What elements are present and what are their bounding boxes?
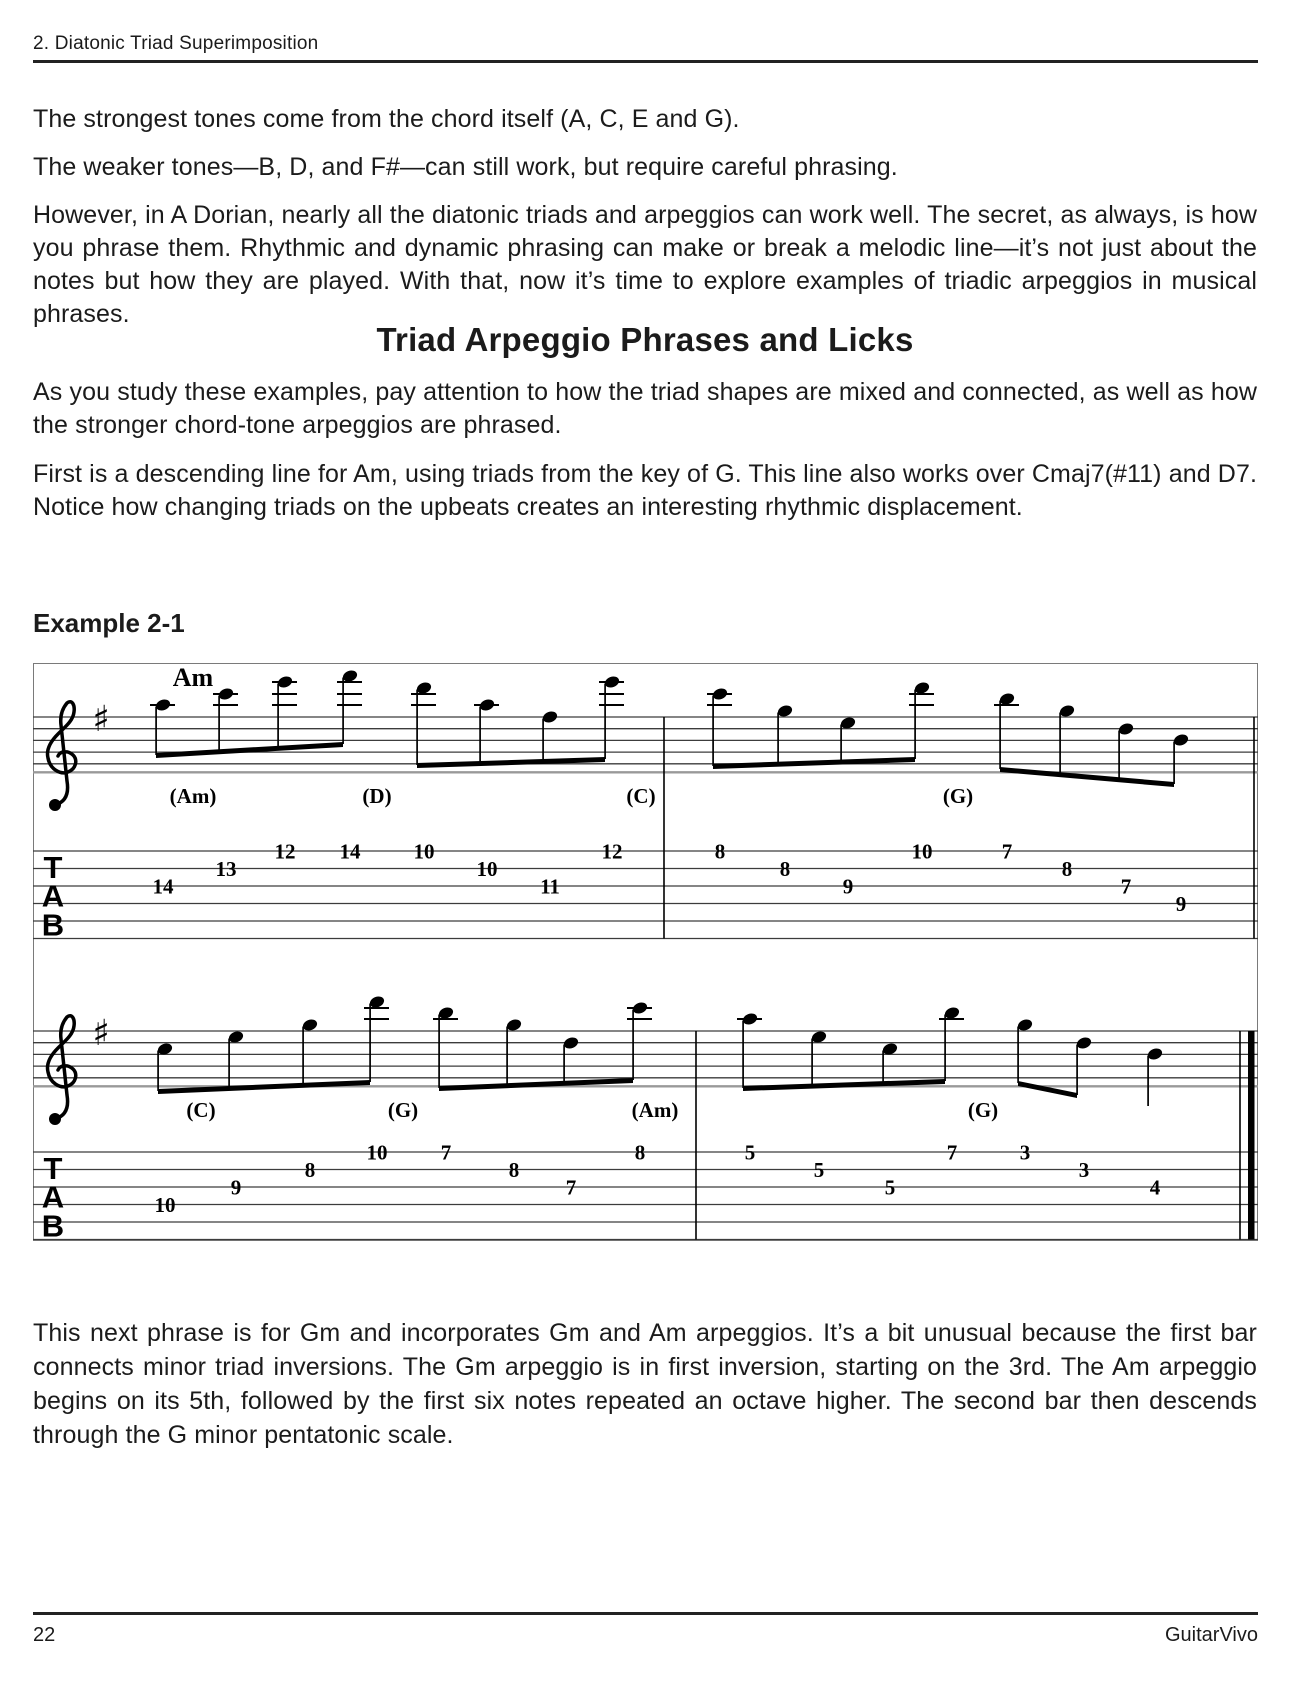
tab-fret-number: 10 bbox=[154, 1193, 176, 1217]
tab-clef-letter: A bbox=[41, 878, 65, 914]
tab-fret-number: 14 bbox=[152, 874, 174, 899]
tab-fret-number: 7 bbox=[1120, 874, 1132, 899]
brand-name: GuitarVivo bbox=[1164, 1624, 1258, 1646]
tab-fret-number: 7 bbox=[565, 1175, 577, 1200]
footer-rule bbox=[33, 1612, 1258, 1615]
tab-fret-number: 9 bbox=[230, 1175, 242, 1200]
final-barline-thick bbox=[1248, 1031, 1255, 1240]
tab-fret-number: 12 bbox=[274, 839, 296, 864]
tab-fret-number: 5 bbox=[744, 1140, 756, 1165]
tab-fret-number: 7 bbox=[440, 1140, 452, 1165]
tab-clef-letter: A bbox=[41, 1179, 65, 1215]
tab-fret-number: 4 bbox=[1149, 1175, 1161, 1200]
paragraph-study-examples: As you study these examples, pay attention to how the triad shapes are mixed and connected, as well as how the stronger chord-tone arpeggios are phrased. bbox=[33, 378, 1257, 439]
paragraph-strongest-tones: The strongest tones come from the chord itself (A, C, E and G). bbox=[33, 105, 740, 133]
tab-fret-number: 3 bbox=[1078, 1158, 1090, 1182]
chord-label: (Am) bbox=[631, 1098, 679, 1122]
tab-fret-number: 8 bbox=[779, 857, 791, 881]
key-signature-sharp-icon: ♯ bbox=[92, 1013, 110, 1054]
chord-label: (G) bbox=[942, 784, 974, 808]
tab-fret-number: 7 bbox=[946, 1140, 958, 1165]
tab-clef-letter: T bbox=[43, 850, 63, 885]
paragraph-weaker-tones: The weaker tones—B, D, and F#—can still work, but require careful phrasing. bbox=[33, 153, 898, 181]
chord-label: (C) bbox=[186, 1098, 216, 1122]
tab-fret-number: 10 bbox=[413, 839, 435, 864]
tab-fret-number: 8 bbox=[1061, 857, 1073, 881]
tab-fret-number: 10 bbox=[476, 857, 498, 881]
paragraph-gm-phrase: This next phrase is for Gm and incorporates Gm and Am arpeggios. It’s a bit unusual because the first bar connects minor triad inversions. The Gm arpeggio is in first inversion, starting on the 3rd. The Am arpeggio begins on its 5th, followed by the first six notes repeated an octave higher. The second bar then descends through the G minor pentatonic scale. bbox=[33, 1319, 1257, 1449]
section-heading: Triad Arpeggio Phrases and Licks bbox=[376, 321, 914, 358]
header-rule bbox=[33, 60, 1258, 63]
tab-clef-letter: B bbox=[41, 907, 65, 943]
paragraph-descending-line: First is a descending line for Am, using triads from the key of G. This line also works over Cmaj7(#11) and D7. Notice how changing triads on the upbeats creates an interesting rhythmic displacement. bbox=[33, 460, 1257, 521]
tab-fret-number: 8 bbox=[304, 1158, 316, 1182]
tab-fret-number: 11 bbox=[540, 874, 560, 899]
tab-fret-number: 8 bbox=[714, 839, 726, 864]
tab-fret-number: 12 bbox=[601, 839, 623, 864]
tab-fret-number: 10 bbox=[911, 839, 933, 864]
chord-label: (G) bbox=[967, 1098, 999, 1122]
tab-fret-number: 14 bbox=[339, 839, 361, 864]
tab-fret-number: 5 bbox=[884, 1175, 896, 1200]
chord-label: (G) bbox=[387, 1098, 419, 1122]
key-signature-sharp-icon: ♯ bbox=[92, 699, 110, 740]
example-label: Example 2-1 bbox=[33, 608, 185, 638]
tab-fret-number: 8 bbox=[634, 1140, 646, 1165]
page-number: 22 bbox=[33, 1624, 56, 1646]
tab-fret-number: 13 bbox=[215, 857, 237, 881]
chord-label: (D) bbox=[362, 784, 392, 808]
tab-fret-number: 3 bbox=[1019, 1140, 1031, 1165]
tab-clef-letter: T bbox=[43, 1151, 63, 1186]
chord-label: (C) bbox=[626, 784, 656, 808]
tab-fret-number: 9 bbox=[842, 874, 854, 899]
tab-fret-number: 5 bbox=[813, 1158, 825, 1182]
tab-fret-number: 7 bbox=[1001, 839, 1013, 864]
music-notation-example-2-1 bbox=[33, 663, 1258, 1241]
tab-fret-number: 8 bbox=[508, 1158, 520, 1182]
tab-clef-letter: B bbox=[41, 1208, 65, 1241]
paragraph-a-dorian: However, in A Dorian, nearly all the diatonic triads and arpeggios can work well. The secret, as always, is how you phrase them. Rhythmic and dynamic phrasing can make or break a melodic line—it’s not just about the notes but how they are played. With that, now it’s time to explore examples of triadic arpeggios in musical phrases. bbox=[33, 201, 1257, 328]
tab-fret-number: 10 bbox=[366, 1140, 388, 1165]
tab-fret-number: 9 bbox=[1175, 892, 1187, 916]
notation-svg bbox=[33, 663, 1258, 1241]
chord-label: (Am) bbox=[169, 784, 217, 808]
running-header: 2. Diatonic Triad Superimposition bbox=[33, 33, 319, 54]
chord-symbol: Am bbox=[172, 663, 214, 692]
